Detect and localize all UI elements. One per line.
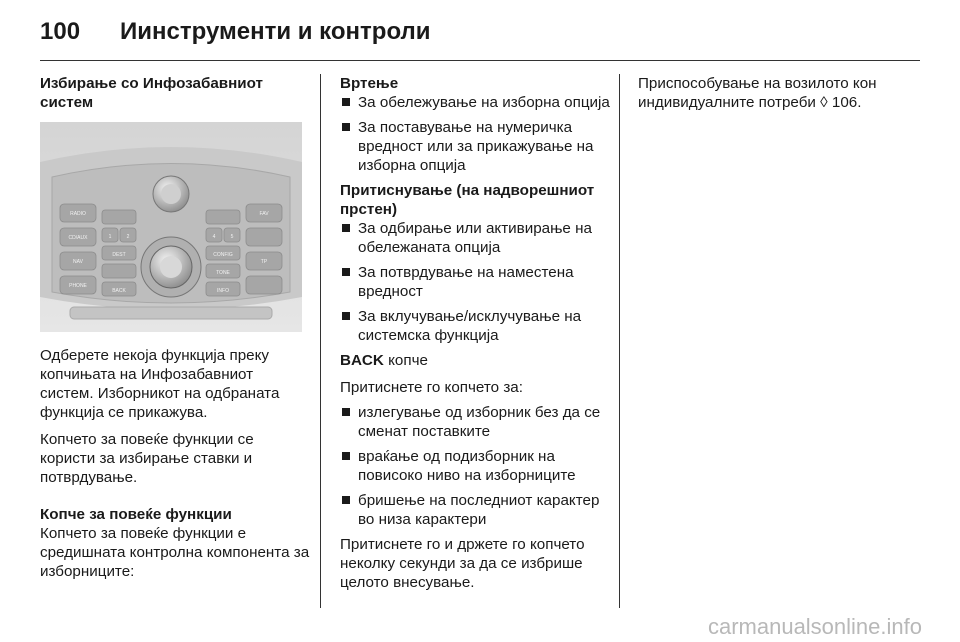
control-panel-photo (40, 122, 302, 332)
page-header (40, 14, 920, 54)
btn-info: INFO (217, 288, 229, 294)
btn-4: 4 (212, 234, 216, 240)
subheading-rotate: Вртење (340, 75, 399, 92)
btn-2: 2 (126, 234, 130, 240)
paragraph: Притиснете го копчето за: (340, 379, 523, 396)
btn-nav: NAV (73, 259, 83, 265)
column-3 (638, 74, 918, 120)
back-list (340, 403, 610, 529)
page-ref-number: 106. (831, 94, 862, 111)
list-item: бришење на последниот карактер во низа карактери (340, 491, 610, 529)
list-item: враќање од подизборник на повисоко ниво на изборниците (340, 447, 610, 485)
cross-ref-text: Приспособување на возилото кон индивидуалните потреби (638, 75, 877, 111)
column-divider-2 (619, 74, 620, 608)
header-rule (40, 60, 920, 61)
back-button-heading (340, 351, 610, 370)
back-suffix: копче (383, 352, 428, 369)
column-2 (340, 74, 610, 600)
paragraph: Притиснете го и држете го копчето неколку секунди за да се избрише целото внесување. (340, 536, 585, 591)
paragraph: Копчето за повеќе функции се користи за избирање ставки и потврдување. (40, 431, 254, 486)
list-item: излегување од изборник без да се сменат поставките (340, 403, 610, 441)
watermark: carmanualsonline.info (707, 614, 922, 639)
list-item: За потврдување на наместена вредност (340, 263, 610, 301)
paragraph: Копчето за повеќе функции е средишната контролна компонента за изборниците: (40, 525, 310, 580)
subheading-press: Притиснување (на надворешниот прстен) (340, 182, 595, 218)
btn-cdaux: CD/AUX (68, 235, 88, 241)
paragraph: Одберете некоја функција преку копчињата на Инфозабавниот систем. Изборникот на одбраната функција се прикажува. (40, 347, 280, 421)
page-ref-arrow-icon: ◊ (820, 94, 828, 111)
paragraph (638, 74, 918, 112)
list-item: За обележување на изборна опција (340, 93, 610, 112)
column-1 (40, 74, 310, 589)
press-list (340, 219, 610, 345)
btn-back: BACK (112, 288, 126, 294)
btn-dest: DEST (112, 252, 126, 258)
page-number: 100 (40, 18, 81, 45)
btn-fav: FAV (259, 211, 269, 217)
column-divider-1 (320, 74, 321, 608)
btn-1: 1 (108, 234, 112, 240)
rotate-list (340, 93, 610, 175)
btn-phone: PHONE (69, 283, 87, 289)
chapter-title: Иинструменти и контроли (120, 18, 431, 45)
section-heading: Избирање со Инфозабавниот систем (40, 75, 263, 111)
back-label: BACK (340, 352, 384, 369)
btn-tone: TONE (216, 270, 230, 276)
btn-config: CONFIG (213, 252, 233, 258)
list-item: За вклучување/исклучување на системска функција (340, 307, 610, 345)
btn-5: 5 (230, 234, 234, 240)
btn-radio: RADIO (70, 211, 86, 217)
list-item: За поставување на нумеричка вредност или за прикажување на изборна опција (340, 118, 610, 175)
list-item: За одбирање или активирање на обележаната опција (340, 219, 610, 257)
btn-tp: TP (260, 259, 268, 265)
subheading: Копче за повеќе функции (40, 506, 232, 523)
